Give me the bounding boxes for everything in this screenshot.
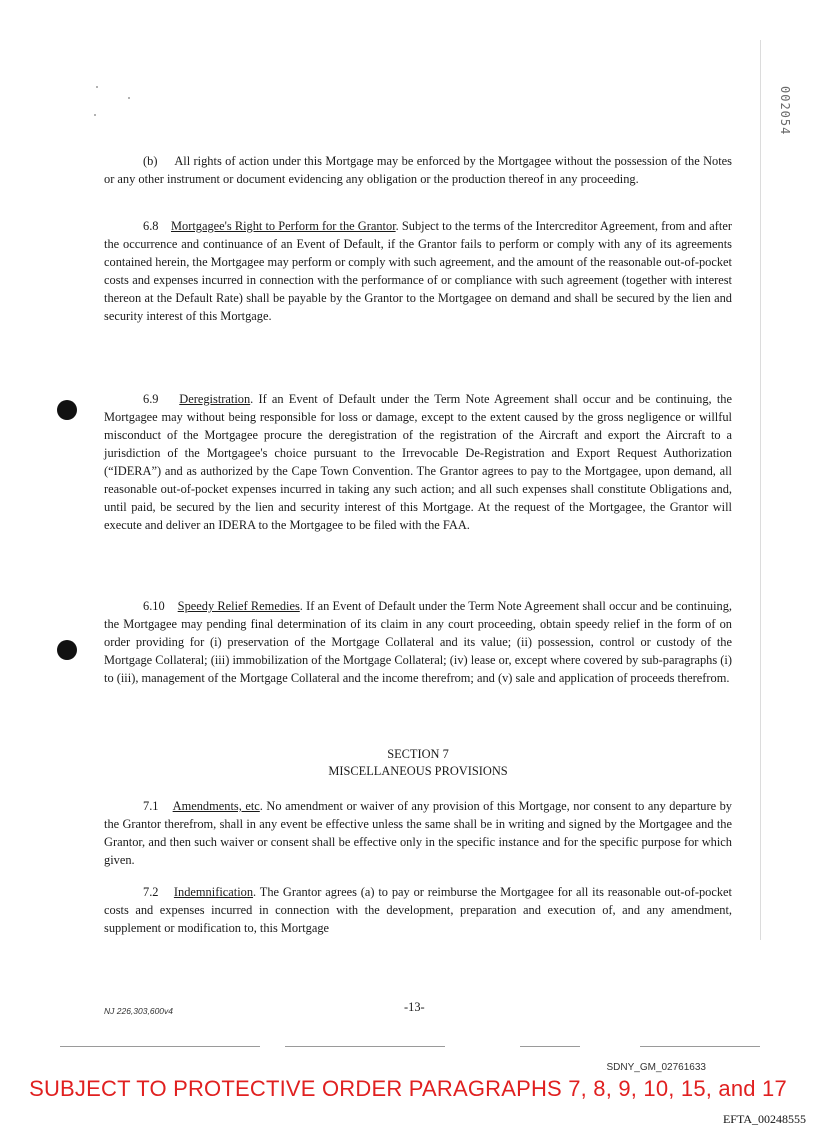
paragraph-6-9 [104, 390, 732, 534]
section-number: 6.9 [143, 392, 159, 406]
section-heading: Speedy Relief Remedies [177, 599, 300, 613]
paragraph-text: . If an Event of Default under the Term Note Agreement shall occur and be continuing, the Mortgagee may without being responsible for loss or damage, except to the extent caused by the gross negligence or willful misconduct of the Mortgagee procure the deregistration of the registration of the Aircraft and export the Aircraft to a jurisdiction of the Mortgagee's choice pursuant to the Irrevocable De-Registration and Export Request Authorization (“IDERA”) and as authorized by the Cape Town Convention. The Grantor agrees to pay to the Mortgagee, upon demand, all reasonable out-of-pocket expenses incurred in taking any such action; and all such expenses shall constitute Obligations and, until paid, be secured by the lien and security interest of this Mortgage. At the request of the Mortgagee, the Grantor will execute and deliver an IDERA to the Mortgagee to be filed with the FAA. [104, 392, 732, 532]
section-number: 7.1 [143, 799, 159, 813]
paragraph-text: . Subject to the terms of the Intercreditor Agreement, from and after the occurrence and continuance of an Event of Default, if the Grantor fails to perform or comply with any of its agreements contained herein, the Mortgagee may perform or comply with such agreement, and the amount of the reasonable out-of-pocket costs and expenses incurred in connection with the performance of or compliance with such agreement (together with interest thereon at the Default Rate) shall be payable by the Grantor to the Mortgagee on demand and shall be secured by the lien and security interest of this Mortgage. [104, 219, 733, 323]
section-heading: Amendments, etc [172, 799, 260, 813]
side-stamp-number: 002054 [778, 86, 792, 136]
scan-speck [128, 97, 130, 99]
document-reference: NJ 226,303,600v4 [104, 1006, 173, 1016]
paragraph-text: . No amendment or waiver of any provision of this Mortgage, nor consent to any departure by the Grantor therefrom, shall in any event be effective unless the same shall be in writing and signed by the Mortgagee and the Grantor, and then such waiver or consent shall be effective only in the specific instance and for the specific purpose for which given. [104, 799, 733, 867]
paragraph-7-1 [104, 797, 732, 869]
section-7-title: MISCELLANEOUS PROVISIONS [328, 764, 508, 778]
punch-hole-lower [57, 640, 77, 660]
scan-speck [94, 114, 96, 116]
paragraph-text: . The Grantor agrees (a) to pay or reimburse the Mortgagee for all its reasonable out-of-pocket costs and expenses incurred in connection with the development, preparation and execution of, and any amendment, supplement or modification to, this Mortgage [104, 885, 733, 935]
protective-order-banner: SUBJECT TO PROTECTIVE ORDER PARAGRAPHS 7, 8, 9, 10, 15, and 17 [29, 1076, 787, 1101]
paragraph-text: . If an Event of Default under the Term Note Agreement shall occur and be continuing, the Mortgagee may pending final determination of its claim in any court proceeding, obtain speedy relief in the form of on order providing for (i) preservation of the Mortgage Collateral and its value; (ii) possession, control or custody of the Mortgage Collateral; (iii) immobilization of the Mortgage Collateral; (iv) lease or, except where covered by sub-paragraphs (i) to (iii), management of the Mortgage Collateral and the income therefrom; and (v) sale and application of proceeds therefrom. [104, 599, 733, 685]
section-number: 6.8 [143, 219, 159, 233]
scan-edge-line [760, 40, 761, 940]
section-7-number: SECTION 7 [387, 747, 449, 761]
footer-rule [60, 1046, 260, 1047]
footer-rule [520, 1046, 580, 1047]
footer-rule [640, 1046, 760, 1047]
paragraph-text: (b) All rights of action under this Mortgage may be enforced by the Mortgagee without the possession of the Notes or any other instrument or document evidencing any obligation or the production thereof in any proceeding. [104, 154, 732, 186]
section-number: 6.10 [143, 599, 165, 613]
bates-number: SDNY_GM_02761633 [606, 1062, 706, 1073]
paragraph-7-2 [104, 883, 732, 937]
paragraph-6-10 [104, 597, 732, 687]
footer-rule [285, 1046, 445, 1047]
page-number: -13- [404, 1000, 425, 1014]
paragraph-6-7-b [104, 152, 732, 188]
section-heading: Mortgagee's Right to Perform for the Grantor [170, 219, 396, 233]
efta-number: EFTA_00248555 [722, 1112, 806, 1126]
section-number: 7.2 [143, 885, 159, 899]
section-heading: Deregistration [179, 392, 251, 406]
scan-speck [96, 86, 98, 88]
punch-hole-upper [57, 400, 77, 420]
section-heading: Indemnification [173, 885, 254, 899]
paragraph-6-8 [104, 217, 732, 325]
